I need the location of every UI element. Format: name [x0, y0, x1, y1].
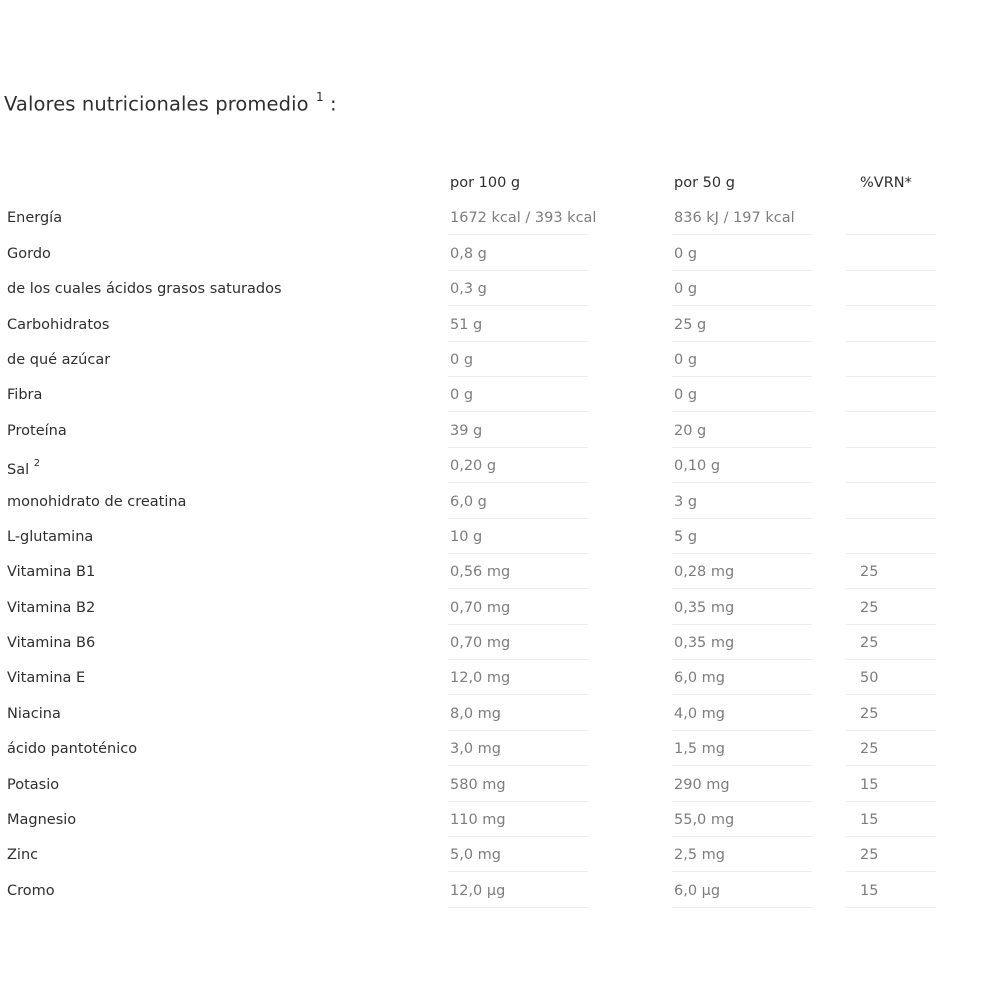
table-row	[0, 590, 1000, 625]
page-title-footnote-marker: 1	[315, 90, 324, 104]
value-per-100g: 0 g	[450, 351, 474, 368]
table-row	[0, 377, 1000, 412]
nutrient-name	[7, 811, 76, 829]
table-row	[0, 625, 1000, 660]
table-row	[0, 200, 1000, 235]
value-per-100g: 0,20 g	[450, 458, 497, 475]
value-per-50g: 290 mg	[674, 776, 730, 793]
value-vrn: 15	[860, 776, 879, 793]
nutrient-name	[7, 351, 110, 369]
value-vrn: 25	[860, 705, 879, 722]
nutrient-name	[7, 528, 93, 546]
value-per-100g: 5,0 mg	[450, 847, 501, 864]
value-per-50g: 0,35 mg	[674, 635, 735, 652]
nutrient-name	[7, 669, 85, 687]
value-per-50g: 20 g	[674, 422, 707, 439]
value-per-50g: 4,0 mg	[674, 705, 725, 722]
nutrition-table	[0, 165, 1000, 908]
row-divider	[448, 907, 588, 908]
value-per-50g: 6,0 mg	[674, 670, 725, 687]
page-title-text: Valores nutricionales promedio	[4, 92, 309, 116]
value-per-50g: 6,0 µg	[674, 882, 721, 899]
nutrient-name	[7, 457, 40, 479]
nutrient-name	[7, 705, 61, 723]
value-per-100g: 0,56 mg	[450, 564, 511, 581]
value-per-100g: 110 mg	[450, 812, 506, 829]
value-per-100g: 580 mg	[450, 776, 506, 793]
row-divider	[846, 907, 936, 908]
nutrient-name-text: Potasio	[7, 776, 60, 793]
nutrient-name	[7, 245, 51, 263]
nutrient-name-text: Carbohidratos	[7, 316, 110, 333]
nutrient-name-text: monohidrato de creatina	[7, 493, 187, 510]
nutrient-name	[7, 776, 59, 794]
table-row	[0, 802, 1000, 837]
nutrient-name	[7, 493, 186, 511]
table-row	[0, 767, 1000, 802]
value-per-100g: 12,0 µg	[450, 882, 506, 899]
value-per-50g: 55,0 mg	[674, 812, 735, 829]
value-per-100g: 3,0 mg	[450, 741, 501, 758]
value-per-100g: 39 g	[450, 422, 483, 439]
table-row	[0, 413, 1000, 448]
nutrient-footnote-marker: 2	[33, 458, 41, 470]
nutrient-name	[7, 563, 95, 581]
table-row	[0, 484, 1000, 519]
nutrient-name	[7, 316, 109, 334]
value-per-50g: 0,10 g	[674, 458, 721, 475]
table-row	[0, 519, 1000, 554]
value-per-100g: 0 g	[450, 387, 474, 404]
page-title-suffix: :	[323, 92, 337, 116]
nutrient-name-text: Vitamina B2	[7, 599, 96, 616]
table-row	[0, 837, 1000, 872]
value-per-50g: 1,5 mg	[674, 741, 725, 758]
nutrient-name-text: L-glutamina	[7, 528, 94, 545]
table-row	[0, 731, 1000, 766]
table-row	[0, 342, 1000, 377]
table-row	[0, 271, 1000, 306]
value-per-50g: 836 kJ / 197 kcal	[674, 210, 795, 227]
value-vrn: 25	[860, 847, 879, 864]
nutrient-name-text: Gordo	[7, 245, 51, 262]
nutrient-name	[7, 740, 137, 758]
value-per-100g: 10 g	[450, 528, 483, 545]
nutrient-name-text: Magnesio	[7, 812, 77, 829]
value-vrn: 15	[860, 882, 879, 899]
nutrient-name-text: Sal	[7, 461, 30, 478]
value-per-100g: 12,0 mg	[450, 670, 511, 687]
value-per-50g: 0,35 mg	[674, 599, 735, 616]
value-per-50g: 5 g	[674, 528, 698, 545]
table-row	[0, 696, 1000, 731]
value-per-50g: 0 g	[674, 387, 698, 404]
value-per-100g: 8,0 mg	[450, 705, 501, 722]
value-per-100g: 0,70 mg	[450, 635, 511, 652]
header-vrn: %VRN*	[860, 175, 912, 191]
nutrient-name-text: de los cuales ácidos grasos saturados	[7, 281, 282, 298]
value-vrn: 50	[860, 670, 879, 687]
nutrient-name	[7, 634, 95, 652]
table-row	[0, 554, 1000, 589]
value-per-100g: 0,3 g	[450, 281, 487, 298]
value-vrn: 25	[860, 635, 879, 652]
page-title	[4, 92, 337, 116]
value-per-100g: 0,8 g	[450, 245, 487, 262]
value-per-50g: 2,5 mg	[674, 847, 725, 864]
value-per-50g: 0 g	[674, 245, 698, 262]
table-body	[0, 200, 1000, 908]
value-vrn: 25	[860, 564, 879, 581]
value-per-50g: 0,28 mg	[674, 564, 735, 581]
header-per-50g: por 50 g	[674, 175, 735, 191]
nutrient-name	[7, 209, 62, 227]
header-per-100g: por 100 g	[450, 175, 521, 191]
nutrient-name-text: Energía	[7, 210, 63, 227]
nutrient-name-text: de qué azúcar	[7, 351, 111, 368]
table-row	[0, 660, 1000, 695]
value-vrn: 15	[860, 812, 879, 829]
value-per-50g: 3 g	[674, 493, 698, 510]
nutrient-name	[7, 882, 55, 900]
value-per-100g: 1672 kcal / 393 kcal	[450, 210, 597, 227]
value-per-50g: 25 g	[674, 316, 707, 333]
value-per-100g: 6,0 g	[450, 493, 487, 510]
table-row	[0, 873, 1000, 908]
nutrient-name	[7, 422, 67, 440]
row-divider	[672, 907, 812, 908]
nutrient-name	[7, 386, 42, 404]
nutrient-name-text: Proteína	[7, 422, 67, 439]
table-row	[0, 307, 1000, 342]
value-per-50g: 0 g	[674, 351, 698, 368]
value-per-100g: 51 g	[450, 316, 483, 333]
nutrient-name-text: Vitamina E	[7, 670, 86, 687]
value-vrn: 25	[860, 741, 879, 758]
nutrient-name-text: Vitamina B1	[7, 564, 96, 581]
nutrient-name-text: Niacina	[7, 705, 61, 722]
nutrient-name-text: Vitamina B6	[7, 635, 96, 652]
table-row	[0, 236, 1000, 271]
nutrient-name-text: Fibra	[7, 387, 43, 404]
nutrient-name	[7, 280, 282, 298]
value-vrn: 25	[860, 599, 879, 616]
nutrient-name-text: ácido pantoténico	[7, 741, 138, 758]
nutrient-name-text: Cromo	[7, 882, 55, 899]
nutrient-name	[7, 599, 95, 617]
table-row	[0, 448, 1000, 483]
nutrient-name-text: Zinc	[7, 847, 39, 864]
value-per-50g: 0 g	[674, 281, 698, 298]
table-header-row	[0, 165, 1000, 200]
value-per-100g: 0,70 mg	[450, 599, 511, 616]
nutrient-name	[7, 846, 38, 864]
